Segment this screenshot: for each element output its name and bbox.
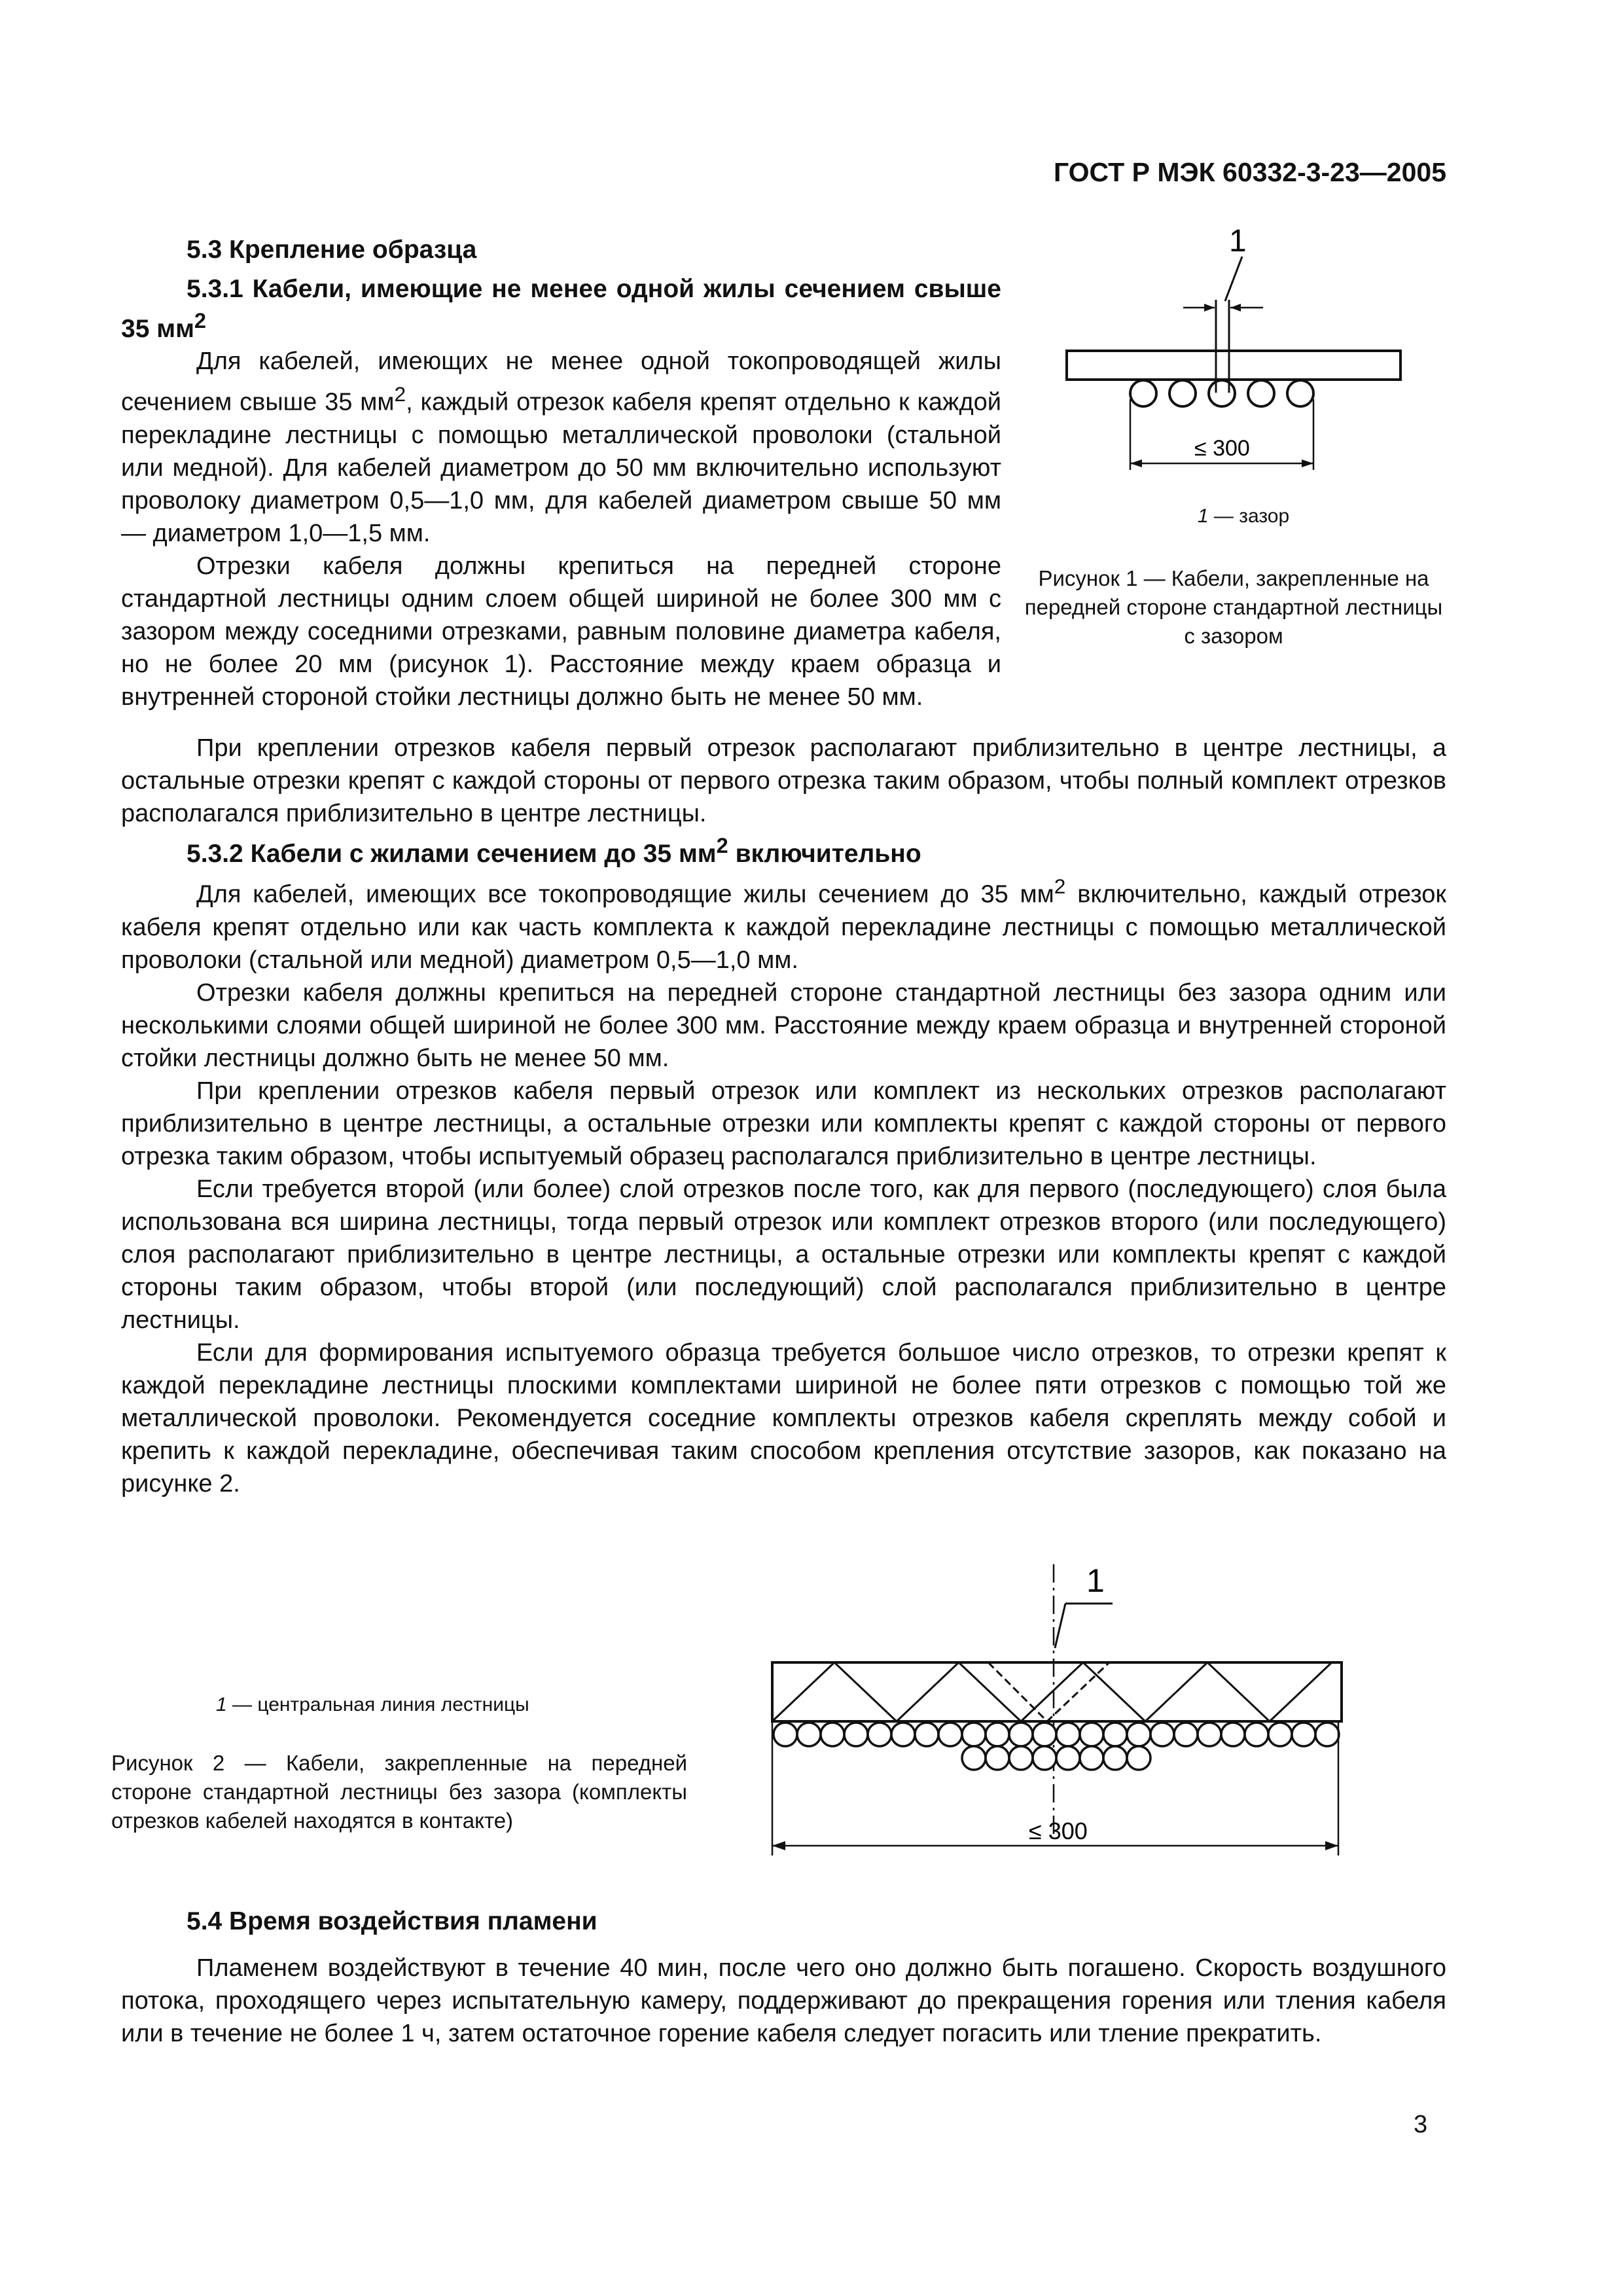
figure-2-cable xyxy=(962,1746,986,1770)
figure-2-legend-number: 1 xyxy=(216,1694,227,1715)
figure-2-cable xyxy=(986,1746,1009,1770)
figure-2-cable xyxy=(915,1723,938,1746)
paragraph-7: Если требуется второй (или более) слой отрезков после того, как для первого (последующего) слоя была использована вся ширина лестницы, тогда первый отрезок или комплект отрезков второго (или последующего) слоя располагают приблизительно в центре лестницы, а остальные отрезки или комплекты крепят с каждой стороны таким образом, чтобы второй (или последующий) слой располагался приблизительно в центре лестницы. xyxy=(121,1175,1446,1334)
figure-2-cable xyxy=(1174,1723,1198,1746)
figure-2-drawing xyxy=(759,1551,1361,1859)
figure-2-cable xyxy=(1245,1723,1268,1746)
figure-2-dimension: ≤ 300 xyxy=(1029,1818,1088,1844)
figure-1-caption: Рисунок 1 — Кабели, закрепленные на передней стороне стандартной лестницы с зазором xyxy=(1024,566,1443,648)
figure-1-legend xyxy=(1145,505,1342,528)
figure-1-cable-4 xyxy=(1248,380,1274,406)
paragraph-5: Отрезки кабеля должны крепиться на передней стороне стандартной лестницы без зазора одним или несколькими слоями общей шириной не более 300 мм. Расстояние между краем образца и внутренней стороной стойки лестницы должно быть не менее 50 мм. xyxy=(121,978,1446,1072)
figure-1-legend-number: 1 xyxy=(1197,505,1209,527)
figure-2-cable xyxy=(1127,1723,1150,1746)
figure-2-cable xyxy=(1103,1746,1127,1770)
paragraph-4-sup: 2 xyxy=(1054,874,1066,898)
figure-2-wire-zigzag xyxy=(772,1662,1332,1721)
paragraph-1 xyxy=(121,345,1001,550)
paragraph-4-a: Для кабелей, имеющих все токопроводящие жилы сечением до 35 мм xyxy=(196,880,1054,908)
figure-2-dim-arrowhead-right xyxy=(1325,1841,1338,1850)
paragraph-1-b: , каждый отрезок кабеля крепят отдельно к каждой перекладине лестницы с помощью металлической проволоки (стальной или медной). Для кабелей диаметром до 50 мм включительно используют проволоку диаметром 0,5—1,0 мм, для кабелей диаметром свыше 50 мм — диаметром 1,0—1,5 мм. xyxy=(121,388,1001,547)
figure-1-marker: 1 xyxy=(1229,224,1247,259)
figure-2-cable xyxy=(938,1723,962,1746)
section-5-3-2-block xyxy=(121,732,1446,1500)
figure-2-cable xyxy=(891,1723,915,1746)
figure-1-gap-arrowhead-right xyxy=(1230,304,1241,312)
figure-2-cable xyxy=(1315,1723,1339,1746)
figure-2-legend xyxy=(216,1694,609,1716)
figure-2-cables-second-row xyxy=(962,1746,1150,1770)
figure-1-cable-1 xyxy=(1130,380,1156,406)
figure-2-marker: 1 xyxy=(1086,1562,1105,1599)
section-5-3-2-title-sup: 2 xyxy=(716,834,728,857)
section-5-4-title: 5.4 Время воздействия пламени xyxy=(187,1907,597,1935)
paragraph-9: Пламенем воздействуют в течение 40 мин, после чего оно должно быть погашено. Скорость воздушного потока, проходящего через испытательную камеру, поддерживают до прекращения горения или тления кабеля или в течение не более 1 ч, затем остаточное горение кабеля следует погасить или тление прекратить. xyxy=(121,1954,1446,2047)
figure-2-cable xyxy=(1080,1746,1103,1770)
figure-2-cable xyxy=(1033,1746,1056,1770)
figure-1-dim-arrowhead-left xyxy=(1130,459,1142,467)
figure-2-caption: Рисунок 2 — Кабели, закрепленные на передней стороне стандартной лестницы без зазора (комплекты отрезков кабелей находятся в контакте) xyxy=(111,1751,687,1833)
section-5-3-2-title xyxy=(121,830,1446,870)
section-5-3-title: 5.3 Крепление образца xyxy=(187,236,477,264)
document-id: ГОСТ Р МЭК 60332-3-23—2005 xyxy=(1053,157,1446,187)
section-5-3-1-title-text: 5.3.1 Кабели, имеющие не менее одной жилы сечением свыше 35 мм xyxy=(121,275,1001,343)
figure-2-cable xyxy=(962,1723,986,1746)
figure-1-cable-3 xyxy=(1209,380,1235,406)
figure-2-cable xyxy=(774,1723,797,1746)
figure-2-cable xyxy=(797,1723,821,1746)
section-5-3-1-title xyxy=(121,274,1001,345)
figure-2-cable xyxy=(821,1723,844,1746)
section-5-3-1-block xyxy=(121,274,1001,713)
figure-2-cable xyxy=(1103,1723,1127,1746)
paragraph-1-sup: 2 xyxy=(394,382,406,406)
figure-1-rung xyxy=(1067,351,1400,380)
paragraph-3: При креплении отрезков кабеля первый отрезок располагают приблизительно в центре лестницы, а остальные отрезки крепят с каждой стороны от первого отрезка таким образом, чтобы полный комплект отрезков располагался приблизительно в центре лестницы. xyxy=(121,734,1446,827)
figure-2-cable xyxy=(1221,1723,1245,1746)
paragraph-4 xyxy=(121,870,1446,977)
figure-2-cable xyxy=(1056,1723,1080,1746)
figure-1-gap-arrowhead-left xyxy=(1204,304,1215,312)
figure-1-dimension: ≤ 300 xyxy=(1194,436,1250,461)
figure-2-legend-text: — центральная линия лестницы xyxy=(226,1694,529,1715)
figure-2-cable xyxy=(868,1723,891,1746)
page-number: 3 xyxy=(1414,2111,1428,2138)
paragraph-1-a: Для кабелей, имеющих не менее одной токопроводящей жилы сечением свыше 35 мм xyxy=(121,348,1001,416)
figure-1-leader xyxy=(1225,257,1242,301)
figure-2-cable xyxy=(1127,1746,1150,1770)
figure-1-cable-2 xyxy=(1169,380,1196,406)
figure-2-cable xyxy=(1080,1723,1103,1746)
figure-2-cable xyxy=(1268,1723,1292,1746)
figure-2-cable xyxy=(1009,1746,1033,1770)
figure-2-cable xyxy=(1033,1723,1056,1746)
paragraph-4-b: включительно, каждый отрезок кабеля крепят отдельно или как часть комплекта к каждой перекладине лестницы с помощью металлической проволоки (стальной или медной) диаметром 0,5—1,0 мм. xyxy=(121,880,1447,974)
figure-2-cable xyxy=(986,1723,1009,1746)
figure-2-cable xyxy=(844,1723,868,1746)
figure-1-cable-5 xyxy=(1287,380,1313,406)
figure-2-dim-arrowhead-left xyxy=(772,1841,785,1850)
figure-2-cables-top-row xyxy=(774,1723,1339,1746)
section-5-3-2-title-a: 5.3.2 Кабели с жилами сечением до 35 мм xyxy=(187,840,717,868)
paragraph-2: Отрезки кабеля должны крепиться на передней стороне стандартной лестницы одним слоем общей шириной не более 300 мм с зазором между соседними отрезками, равным половине диаметра кабеля, но не более 20 мм (рисунок 1). Расстояние между краем образца и внутренней стороной стойки лестницы должно быть не менее 50 мм. xyxy=(121,552,1001,711)
figure-1-drawing xyxy=(1047,223,1414,471)
figure-2-cable xyxy=(1056,1746,1080,1770)
figure-2-leader xyxy=(1055,1604,1065,1648)
figure-2-cable xyxy=(1292,1723,1315,1746)
section-5-3-2-title-b: включительно xyxy=(728,840,921,868)
section-5-3-1-title-sup: 2 xyxy=(194,309,206,332)
paragraph-8: Если для формирования испытуемого образца требуется большое число отрезков, то отрезки крепят к каждой перекладине лестницы плоскими комплектами шириной не более пяти отрезков с помощью той же металлической проволоки. Рекомендуется соседние комплекты отрезков кабеля скреплять между собой и крепить к каждой перекладине, обеспечивая таким способом крепления отсутствие зазоров, как показано на рисунке 2. xyxy=(121,1338,1446,1498)
figure-2-cable xyxy=(1150,1723,1174,1746)
section-5-4-block xyxy=(121,1952,1446,2050)
figure-2-cable xyxy=(1198,1723,1221,1746)
figure-1-dim-arrowhead-right xyxy=(1302,459,1313,467)
figure-1-legend-text: — зазор xyxy=(1208,505,1290,527)
figure-2-cable xyxy=(1009,1723,1033,1746)
paragraph-6: При креплении отрезков кабеля первый отрезок или комплект из нескольких отрезков располагают приблизительно в центре лестницы, а остальные отрезки или комплекты крепят с каждой стороны от первого отрезка таким образом, чтобы испытуемый образец располагался приблизительно в центре лестницы. xyxy=(121,1077,1446,1170)
